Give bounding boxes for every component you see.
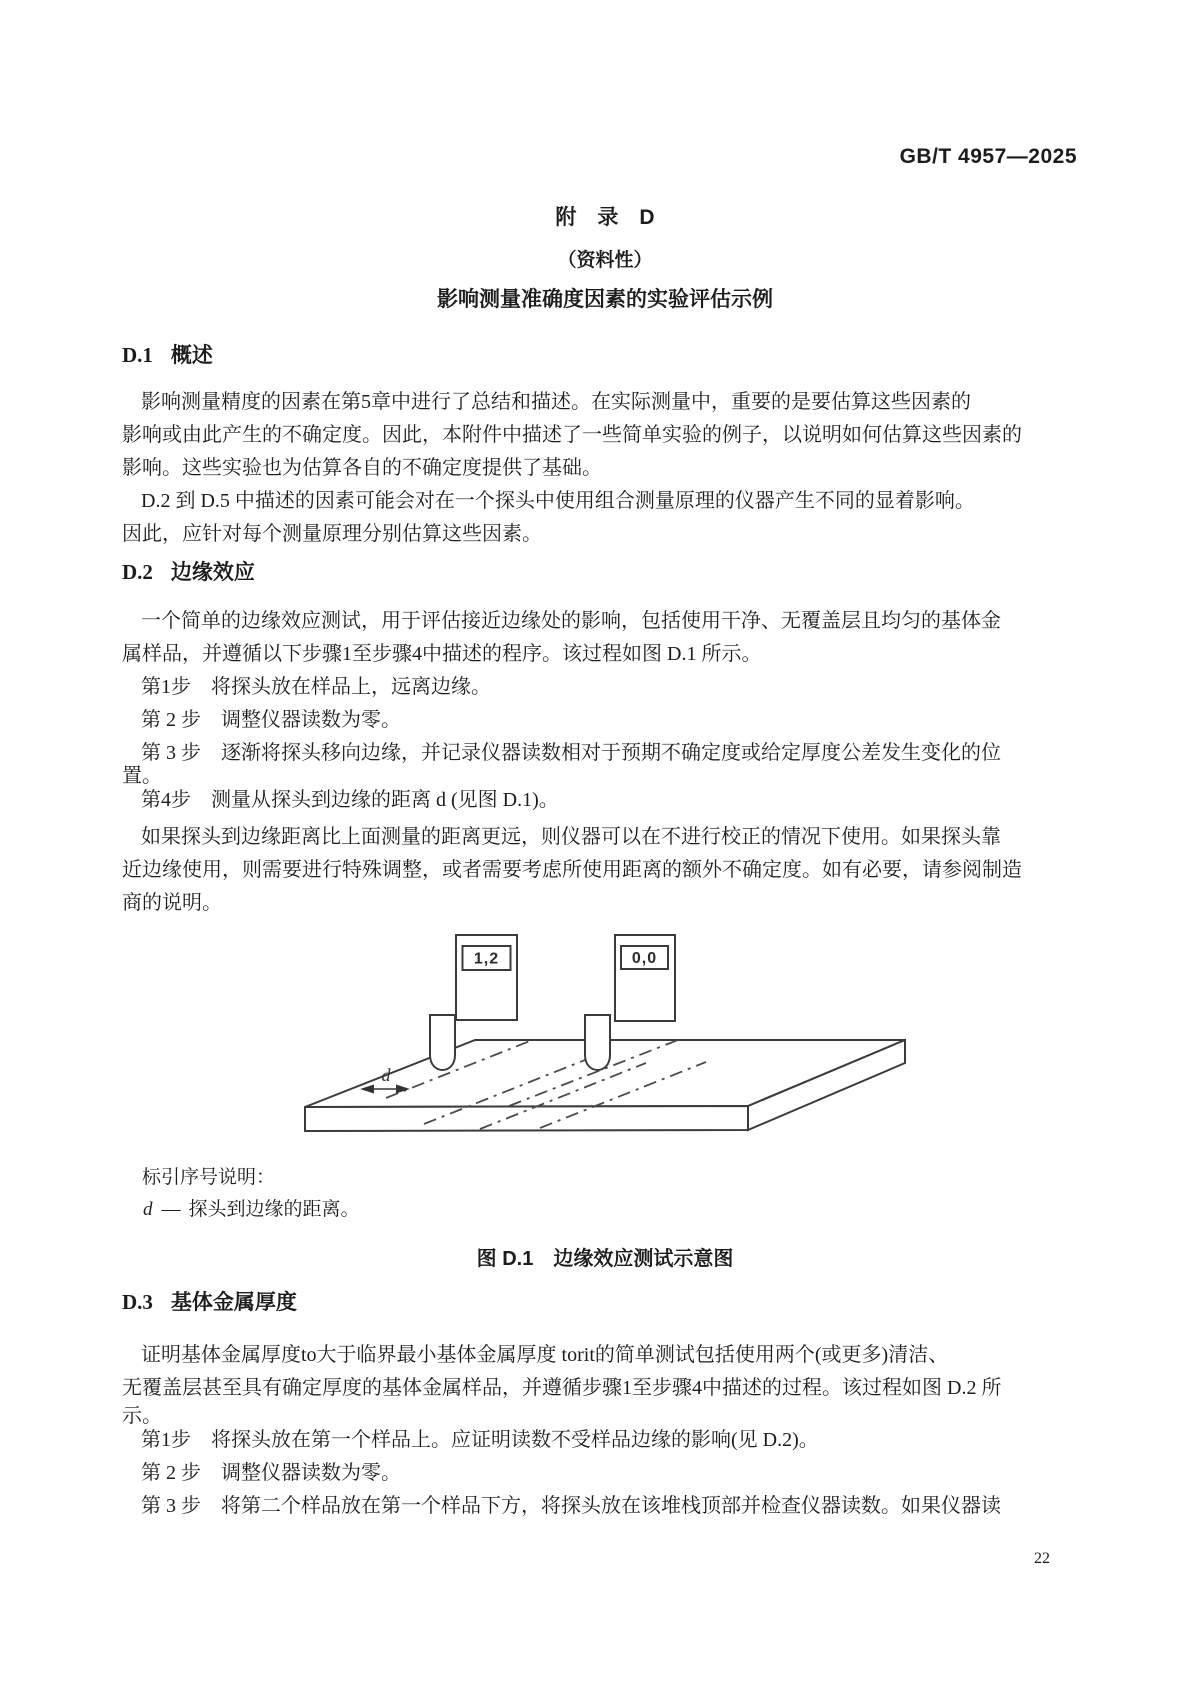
figure-d1-edge-effect-diagram (290, 928, 930, 1148)
legend-title: 标引序号说明： (142, 1167, 276, 1188)
step-line: 第 2 步 调整仪器读数为零。 (141, 709, 401, 731)
section-d2-steps (122, 671, 1088, 770)
appendix-heading: 附 录 D (555, 206, 655, 229)
text-line: 一个简单的边缘效应测试，用于评估接近边缘处的影响，包括使用干净、无覆盖层且均匀的基体金 (141, 610, 1001, 632)
section-d3-heading (122, 1292, 297, 1313)
legend-symbol: d (143, 1199, 153, 1220)
section-d1-number: D.1 (122, 343, 153, 367)
section-d1-paragraphs (122, 386, 1088, 551)
step3-continuation: 置。 (122, 765, 162, 787)
probe-left (430, 1015, 455, 1070)
probe-right (585, 1015, 610, 1070)
text-line: 属样品，并遵循以下步骤1至步骤4中描述的程序。该过程如图 D.1 所示。 (122, 643, 762, 665)
section-d2-outro (122, 821, 1088, 920)
step-line: 第 3 步 将第二个样品放在第一个样品下方，将探头放在该堆栈顶部并检查仪器读数。如果仪器读 (141, 1495, 1001, 1517)
meter-right-reading: 0,0 (631, 950, 658, 967)
standard-number: GB/T 4957—2025 (899, 145, 1077, 168)
slab-front-face (305, 1106, 748, 1131)
text-line: 无覆盖层甚至具有确定厚度的基体金属样品，并遵循步骤1至步骤4中描述的过程。该过程如图 D.2 所 (122, 1377, 1002, 1399)
section-d1-title: 概述 (170, 344, 213, 367)
legend-dash: — (161, 1199, 180, 1220)
step-line: 第1步 将探头放在样品上，远离边缘。 (141, 676, 491, 698)
text-line: 影响测量精度的因素在第5章中进行了总结和描述。在实际测量中，重要的是要估算这些因素的 (141, 391, 971, 413)
text-line: 影响。这些实验也为估算各自的不确定度提供了基础。 (122, 457, 602, 479)
d-dimension-label: d (381, 1065, 391, 1085)
section-d2-heading (122, 562, 255, 583)
step-line: 第 2 步 调整仪器读数为零。 (141, 1462, 401, 1484)
text-line: 证明基体金属厚度to大于临界最小基体金属厚度 torit的简单测试包括使用两个(或更多)清洁、 (141, 1344, 949, 1366)
legend-description: 探头到边缘的距离。 (188, 1199, 360, 1220)
figure-d1-caption: 图 D.1 边缘效应测试示意图 (476, 1248, 734, 1270)
text-line: 影响或由此产生的不确定度。因此，本附件中描述了一些简单实验的例子，以说明如何估算这些因素的 (122, 424, 1022, 446)
step-line: 第4步 测量从探头到边缘的距离 d (见图 D.1)。 (141, 789, 559, 811)
page-number: 22 (1034, 1550, 1050, 1567)
legend-item-d (143, 1200, 360, 1219)
section-d2-intro (122, 605, 1088, 671)
section-d3-intro (122, 1339, 1088, 1405)
step-line: 第 3 步 逐渐将探头移向边缘，并记录仪器读数相对于预期不确定度或给定厚度公差发生变化的位 (141, 742, 1001, 764)
intro-continuation: 示。 (122, 1405, 162, 1427)
text-line: 商的说明。 (122, 892, 222, 914)
text-line: 近边缘使用，则需要进行特殊调整，或者需要考虑所使用距离的额外不确定度。如有必要，请参阅制造 (122, 859, 1022, 881)
section-d3-title: 基体金属厚度 (170, 1291, 297, 1314)
informative-label: （资料性） (557, 250, 653, 271)
section-d1-heading (122, 345, 213, 366)
text-line: 因此，应针对每个测量原理分别估算这些因素。 (122, 523, 542, 545)
text-line: D.2 到 D.5 中描述的因素可能会对在一个探头中使用组合测量原理的仪器产生不同的显着影响。 (141, 490, 975, 512)
appendix-title: 影响测量准确度因素的实验评估示例 (437, 288, 773, 311)
section-d2-title: 边缘效应 (170, 561, 255, 584)
meter-left-reading: 1,2 (473, 950, 500, 968)
section-d3-steps (122, 1424, 1088, 1523)
section-d2-number: D.2 (122, 560, 153, 584)
section-d3-number: D.3 (122, 1290, 153, 1314)
text-line: 如果探头到边缘距离比上面测量的距离更远，则仪器可以在不进行校正的情况下使用。如果探头靠 (141, 826, 1001, 848)
step-line: 第1步 将探头放在第一个样品上。应证明读数不受样品边缘的影响(见 D.2)。 (141, 1429, 819, 1451)
